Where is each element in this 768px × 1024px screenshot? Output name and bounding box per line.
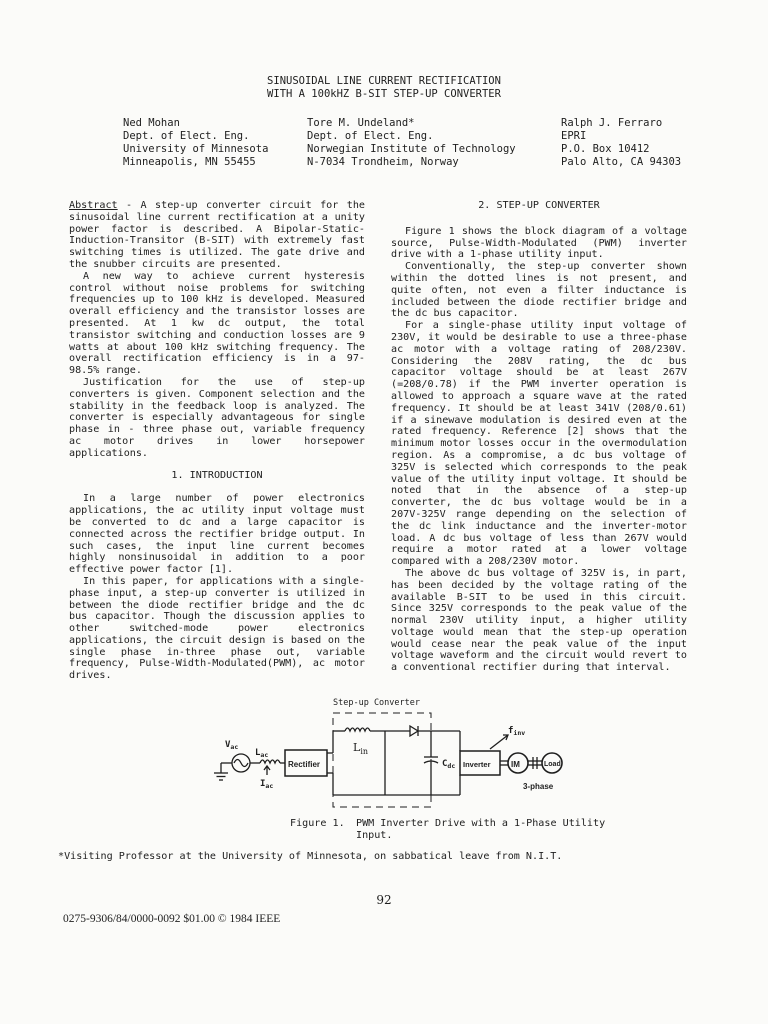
author-affiliation-line: University of Minnesota [123,143,269,155]
intro-paragraph-1: In a large number of power electronics applications, the ac utility input voltage must be converted to dc and a large capacitor is connected across the rectifier bridge output. In such cases, the input line current becomes highly nonsinusoidal in addition to a poor effective power factor [1]. [69,493,365,576]
author-affiliation-line: N-7034 Trondheim, Norway [307,156,459,168]
author-affiliation-line: Dept. of Elect. Eng. [123,130,250,142]
abstract-label: Abstract [69,200,118,211]
lac-label: $L_{ac}$ [255,748,269,759]
stepup-paragraph-4: The above dc bus voltage of 325V is, in part, has been decided by the voltage rating of the available B-SIT to be used in this circuit. Since 325V corresponds to the peak value of the normal 230V utility input, a higher utility voltage would mean that the step-up operation would cease near the peak value of the input voltage waveform and the circuit would revert to a conventional rectifier during that interval. [391,567,687,674]
copyright-line: 0275-9306/84/0000-0092 $01.00 © 1984 IEEE [63,913,281,925]
rectifier-label: Rectifier [288,760,321,769]
author-affiliation-line: Norwegian Institute of Technology [307,143,516,155]
motor-label: IM [511,760,520,769]
step-up-converter-boundary [333,713,431,807]
lin-inductor [345,728,370,731]
intro-paragraph-2: In this paper, for applications with a single-phase input, a step-up converter is utilized in between the diode rectifier bridge and the dc bus capacitor. Though the discussion applies to other switched-mode power electronics applications, the circuit design is based on the single phase in-three phase out, variable frequency, Pulse-Width-Modulated(PWM), ac motor drives. [69,575,365,682]
right-column [391,200,687,674]
author-block-mohan [123,117,268,169]
author-name: Ned Mohan [123,117,180,129]
author-name: Ralph J. Ferraro [561,117,663,129]
three-phase-label: 3-phase [523,782,554,791]
step-up-converter-label: Step-up Converter [333,698,420,708]
cdc-label: $C_{dc}$ [442,759,456,770]
boost-diode [410,726,418,736]
author-affiliation-line: EPRI [561,130,587,142]
stepup-paragraph-2: Conventionally, the step-up converter shown within the dotted lines is not present, and quite often, not even a filter inductance is included between the diode rectifier bridge and the dc bus capacitor. [391,261,687,320]
abstract-paragraph-2: A new way to achieve current hysteresis control without noise problems for switching frequencies up to 100 kHz is developed. Measured overall efficiency and the transistor losses are presented. At 1 kw dc output, the total transistor switching and conduction losses are 9 watts at about 100 kHz switching frequency. The overall rectification efficiency is in a 97-98.5% range. [69,270,365,377]
page-number: 92 [376,893,392,907]
paper-title [0,75,768,101]
title-line-1: SINUSOIDAL LINE CURRENT RECTIFICATION [267,75,501,87]
load-label: Load [544,761,561,768]
stepup-paragraph-1: Figure 1 shows the block diagram of a voltage source, Pulse-Width-Modulated (PWM) inverter drive with a 1-phase utility input. [391,225,687,261]
finv-label: $f_{inv}$ [508,726,526,737]
author-name: Tore M. Undeland* [307,117,415,129]
section-heading-introduction: 1. INTRODUCTION [171,469,263,481]
author-affiliation-line: Palo Alto, CA 94303 [561,156,682,168]
author-affiliation-line: P.O. Box 10412 [561,143,650,155]
figure-1-caption [290,818,620,842]
lac-inductor [260,760,280,763]
figure-caption-text: PWM Inverter Drive with a 1-Phase Utility Input. [356,818,606,841]
figure-1-circuit-diagram [205,693,605,818]
author-affiliation-line: Dept. of Elect. Eng. [307,130,434,142]
abstract-paragraph-3: Justification for the use of step-up converters is given. Component selection and the stability in the feedback loop is analyzed. The converter is especially advantageous for single phase in - three phase out, variable frequency ac motor drives in lower horsepower applications. [69,376,365,459]
lin-label: $L_{in}$ [353,741,369,756]
author-block-undeland [307,117,516,169]
abstract-paragraph [69,200,365,271]
abstract-text: - A step-up converter circuit for the sinusoidal line current rectification at a unity power factor is described. A Bipolar-Static-Induction-Transitor (B-SIT) with extremely fast switching times is utilized. The gate drive and the snubber circuits are presented. [69,200,365,270]
figure-caption-number: Figure 1. [290,818,345,829]
section-heading-step-up-converter: 2. STEP-UP CONVERTER [478,200,600,211]
stepup-paragraph-3: For a single-phase utility input voltage of 230V, it would be desirable to use a three-phase ac motor with a voltage rating of 208/230V. Considering the 208V rating, the dc bus capacitor voltage should be at least 267V (=208/0.78) if the PWM inverter operation is allowed to approach a square wave at the rated frequency. It should be at least 341V (208/0.61) if a sinewave modulation is desired even at the rated frequency. Reference [2] shows that the minimum motor losses occur in the overmodulation region. As a compromise, a dc bus voltage of 325V is selected which corresponds to the peak value of the utility input voltage. It should be noted that in the absence of a step-up converter, the dc bus voltage would be in a 207V-325V range depending on the selection of the dc link inductance and the inverter-motor load. A dc bus voltage of less than 267V would require a motor rated at a lower voltage compared with a 208/230V motor. [391,320,687,568]
title-line-2: WITH A 100kHZ B-SIT STEP-UP CONVERTER [267,88,501,100]
ac-source-sine [234,760,248,767]
inverter-label: Inverter [463,760,491,769]
author-affiliation-line: Minneapolis, MN 55455 [123,156,256,168]
author-block-ferraro [561,117,681,169]
iac-label: $I_{ac}$ [260,779,274,790]
left-column [69,200,365,682]
finv-arrow [490,735,508,749]
circuit-svg [205,693,605,818]
ground-symbol [214,773,228,780]
author-footnote: *Visiting Professor at the University of Minnesota, on sabbatical leave from N.I.T. [58,851,563,862]
vac-label: $V_{ac}$ [225,740,239,751]
